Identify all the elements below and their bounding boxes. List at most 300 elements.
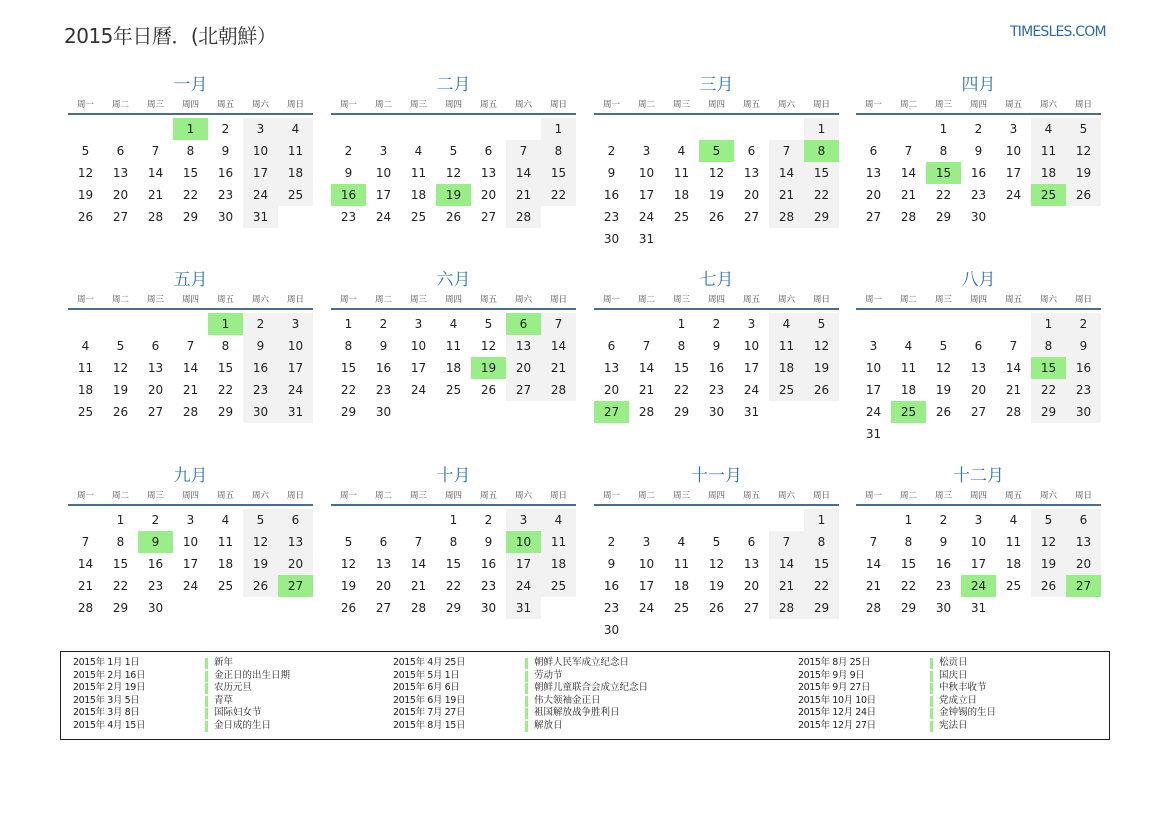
day-cell: 3 — [243, 118, 278, 140]
day-cell: 1 — [541, 118, 576, 140]
month-block — [594, 74, 839, 250]
day-cell: 26 — [340, 601, 357, 615]
day-cell: 20 — [1066, 553, 1101, 575]
week-row — [331, 531, 576, 553]
empty-day-cell — [926, 313, 961, 335]
day-cell: 12 — [708, 166, 725, 180]
legend-color-swatch — [525, 658, 528, 669]
day-cell: 11 — [541, 531, 576, 553]
weekday-label: 周四 — [444, 491, 462, 501]
empty-day-cell — [629, 118, 664, 140]
day-cell: 23 — [603, 210, 620, 224]
legend-label: 宪法日 — [939, 719, 968, 731]
empty-day-cell — [769, 401, 804, 423]
day-cell: 21 — [638, 383, 655, 397]
day-cell: 10 — [970, 535, 987, 549]
weekday-label: 周四 — [181, 295, 199, 305]
day-cell: 29 — [340, 405, 357, 419]
day-cell: 18 — [445, 361, 462, 375]
day-cell: 23 — [375, 383, 392, 397]
day-cell: 14 — [147, 166, 164, 180]
empty-day-cell — [629, 619, 664, 641]
legend-date: 2015年 12月 27日 — [798, 719, 876, 731]
weekday-label: 周一 — [864, 100, 882, 110]
day-cell: 22 — [340, 383, 357, 397]
day-cell: 10 — [375, 166, 392, 180]
header-divider — [594, 308, 839, 310]
legend-item — [381, 720, 648, 733]
day-cell: 3 — [974, 513, 983, 527]
legend-item — [61, 682, 290, 695]
day-cell: 16 — [217, 166, 234, 180]
legend-color-swatch — [930, 683, 933, 694]
weekday-label: 周日 — [286, 295, 304, 305]
legend-item — [61, 720, 290, 733]
day-cell: 9 — [1066, 335, 1101, 357]
legend-item — [61, 707, 290, 720]
day-cell: 21 — [1005, 383, 1022, 397]
day-cell: 25 — [769, 379, 804, 401]
day-cell: 31 — [243, 206, 278, 228]
day-cell: 29 — [804, 206, 839, 228]
month-block — [68, 465, 313, 619]
legend-color-swatch — [205, 671, 208, 682]
weekday-label: 周五 — [216, 295, 234, 305]
day-cell: 26 — [1031, 575, 1066, 597]
day-cell: 26 — [708, 601, 725, 615]
day-cell: 18 — [900, 383, 917, 397]
day-cell: 12 — [804, 335, 839, 357]
day-cell: 10 — [243, 140, 278, 162]
weekday-label: 周三 — [672, 100, 690, 110]
day-cell: 28 — [769, 206, 804, 228]
legend-item — [61, 695, 290, 708]
day-grid — [856, 509, 1101, 619]
month-name: 五月 — [173, 270, 208, 290]
empty-day-cell — [243, 597, 278, 619]
week-row — [594, 401, 839, 423]
legend-color-swatch — [205, 696, 208, 707]
day-cell: 3 — [642, 535, 651, 549]
empty-day-cell — [769, 509, 804, 531]
day-cell: 26 — [708, 210, 725, 224]
empty-day-cell — [856, 118, 891, 140]
day-cell: 9 — [607, 166, 616, 180]
weekday-label: 周二 — [111, 491, 129, 501]
day-cell: 10 — [410, 339, 427, 353]
day-cell: 12 — [708, 557, 725, 571]
day-grid — [594, 509, 839, 641]
day-cell: 2 — [607, 535, 616, 549]
day-cell: 15 — [340, 361, 357, 375]
day-cell: 16 — [603, 579, 620, 593]
empty-day-cell — [68, 313, 103, 335]
day-cell: 28 — [900, 210, 917, 224]
day-cell: 3 — [506, 509, 541, 531]
empty-day-cell — [996, 423, 1031, 445]
day-cell: 22 — [900, 579, 917, 593]
week-row — [856, 162, 1101, 184]
day-cell: 17 — [1005, 166, 1022, 180]
legend-label: 朝鲜儿童联合会成立纪念日 — [534, 682, 649, 693]
weekday-label: 周日 — [812, 491, 830, 501]
day-cell: 6 — [747, 144, 756, 158]
weekday-label: 周三 — [934, 100, 952, 110]
day-cell: 24 — [743, 383, 760, 397]
day-cell: 9 — [484, 535, 493, 549]
day-cell: 26 — [445, 210, 462, 224]
holiday-day-cell: 1 — [208, 313, 243, 335]
day-cell: 16 — [603, 188, 620, 202]
day-cell: 15 — [541, 162, 576, 184]
day-cell: 28 — [506, 206, 541, 228]
day-cell: 8 — [221, 339, 230, 353]
day-cell: 4 — [221, 513, 230, 527]
day-cell: 18 — [410, 188, 427, 202]
day-cell: 25 — [1005, 579, 1022, 593]
day-cell: 19 — [708, 579, 725, 593]
holiday-day-cell: 5 — [699, 140, 734, 162]
empty-day-cell — [68, 118, 103, 140]
day-cell: 20 — [506, 357, 541, 379]
legend-color-swatch — [930, 696, 933, 707]
holiday-day-cell: 15 — [1031, 357, 1066, 379]
day-grid — [331, 509, 576, 619]
week-row — [594, 228, 839, 250]
legend-label: 祖国解放战争胜利日 — [534, 707, 620, 718]
day-cell: 4 — [278, 118, 313, 140]
legend-label: 金正日的出生日期 — [214, 669, 291, 681]
day-cell: 29 — [673, 405, 690, 419]
weekday-label: 周六 — [514, 491, 532, 501]
day-cell: 11 — [1031, 140, 1066, 162]
day-cell: 18 — [673, 579, 690, 593]
week-row — [68, 553, 313, 575]
week-row — [68, 118, 313, 140]
legend-date: 2015年 3月 8日 — [73, 707, 140, 718]
weekday-label: 周五 — [742, 491, 760, 501]
empty-day-cell — [401, 509, 436, 531]
day-cell: 23 — [340, 210, 357, 224]
day-cell: 18 — [673, 188, 690, 202]
week-row — [331, 313, 576, 335]
site-link[interactable]: TIMESLES.COM — [1010, 24, 1106, 40]
day-cell: 13 — [865, 166, 882, 180]
day-cell: 12 — [112, 361, 129, 375]
legend-color-swatch — [525, 671, 528, 682]
weekday-label: 周二 — [374, 100, 392, 110]
day-cell: 8 — [344, 339, 353, 353]
weekday-label: 周六 — [777, 491, 795, 501]
legend-item — [61, 657, 290, 670]
day-cell: 9 — [974, 144, 983, 158]
weekday-label: 周日 — [1074, 491, 1092, 501]
weekday-label: 周五 — [1004, 100, 1022, 110]
legend-date: 2015年 12月 24日 — [798, 707, 876, 718]
day-cell: 23 — [480, 579, 497, 593]
empty-day-cell — [961, 423, 996, 445]
day-grid — [331, 118, 576, 228]
day-cell: 21 — [900, 188, 917, 202]
week-row — [68, 313, 313, 335]
day-cell: 5 — [1066, 118, 1101, 140]
header-divider — [68, 113, 313, 115]
day-cell: 25 — [673, 601, 690, 615]
weekday-label: 周五 — [1004, 295, 1022, 305]
empty-day-cell — [804, 228, 839, 250]
week-row — [68, 162, 313, 184]
day-cell: 26 — [480, 383, 497, 397]
legend-item — [381, 657, 648, 670]
weekday-label: 周日 — [1074, 100, 1092, 110]
day-cell: 11 — [217, 535, 234, 549]
holiday-day-cell: 25 — [891, 401, 926, 423]
day-cell: 7 — [904, 144, 913, 158]
week-row — [856, 379, 1101, 401]
week-row — [68, 140, 313, 162]
weekday-label: 周一 — [76, 491, 94, 501]
day-cell: 27 — [970, 405, 987, 419]
weekday-label: 周一 — [76, 100, 94, 110]
day-cell: 27 — [147, 405, 164, 419]
day-cell: 12 — [445, 166, 462, 180]
day-cell: 13 — [603, 361, 620, 375]
day-cell: 29 — [804, 597, 839, 619]
week-row — [856, 313, 1101, 335]
day-cell: 26 — [243, 575, 278, 597]
day-cell: 13 — [1066, 531, 1101, 553]
day-cell: 23 — [243, 379, 278, 401]
week-row — [331, 184, 576, 206]
day-cell: 25 — [410, 210, 427, 224]
empty-day-cell — [541, 401, 576, 423]
weekday-header — [594, 293, 839, 307]
empty-day-cell — [278, 597, 313, 619]
day-cell: 20 — [743, 188, 760, 202]
day-cell: 17 — [278, 357, 313, 379]
week-row — [594, 619, 839, 641]
day-cell: 27 — [743, 210, 760, 224]
day-cell: 17 — [243, 162, 278, 184]
day-cell: 31 — [743, 405, 760, 419]
weekday-label: 周一 — [339, 100, 357, 110]
empty-day-cell — [699, 118, 734, 140]
day-cell: 29 — [217, 405, 234, 419]
month-block — [68, 74, 313, 228]
day-cell: 31 — [638, 232, 655, 246]
empty-day-cell — [138, 313, 173, 335]
holiday-day-cell: 25 — [1031, 184, 1066, 206]
day-grid — [594, 313, 839, 423]
empty-day-cell — [278, 206, 313, 228]
day-cell: 16 — [375, 361, 392, 375]
day-cell: 6 — [379, 535, 388, 549]
day-cell: 10 — [743, 339, 760, 353]
day-cell: 2 — [939, 513, 948, 527]
empty-day-cell — [891, 423, 926, 445]
day-cell: 27 — [865, 210, 882, 224]
empty-day-cell — [996, 313, 1031, 335]
weekday-label: 周三 — [409, 295, 427, 305]
empty-day-cell — [208, 597, 243, 619]
weekday-header — [856, 293, 1101, 307]
month-name: 六月 — [436, 270, 471, 290]
day-cell: 8 — [541, 140, 576, 162]
legend-date: 2015年 6月 6日 — [393, 682, 460, 693]
day-cell: 15 — [217, 361, 234, 375]
legend-color-swatch — [205, 721, 208, 732]
empty-day-cell — [996, 206, 1031, 228]
day-cell: 30 — [970, 210, 987, 224]
day-cell: 12 — [340, 557, 357, 571]
day-cell: 20 — [743, 579, 760, 593]
day-cell: 24 — [1005, 188, 1022, 202]
empty-day-cell — [856, 509, 891, 531]
empty-day-cell — [1066, 423, 1101, 445]
week-row — [856, 509, 1101, 531]
day-cell: 24 — [243, 184, 278, 206]
legend-date: 2015年 1月 1日 — [73, 657, 140, 668]
week-row — [331, 335, 576, 357]
legend-date: 2015年 2月 16日 — [73, 669, 146, 681]
legend-label: 劳动节 — [534, 669, 563, 681]
month-name: 十一月 — [691, 466, 742, 486]
day-cell: 24 — [375, 210, 392, 224]
weekday-label: 周六 — [251, 491, 269, 501]
legend-date: 2015年 9月 27日 — [798, 682, 871, 693]
day-cell: 28 — [541, 379, 576, 401]
day-cell: 3 — [747, 317, 756, 331]
day-cell: 13 — [278, 531, 313, 553]
week-row — [856, 401, 1101, 423]
day-cell: 20 — [375, 579, 392, 593]
week-row — [856, 575, 1101, 597]
legend-label: 伟大领袖金正日 — [534, 694, 601, 706]
day-cell: 5 — [804, 313, 839, 335]
empty-day-cell — [138, 118, 173, 140]
legend-date: 2015年 7月 27日 — [393, 707, 466, 718]
day-cell: 6 — [151, 339, 160, 353]
day-cell: 7 — [414, 535, 423, 549]
day-cell: 27 — [375, 601, 392, 615]
empty-day-cell — [331, 118, 366, 140]
empty-day-cell — [769, 619, 804, 641]
day-cell: 17 — [638, 579, 655, 593]
week-row — [331, 162, 576, 184]
day-cell: 6 — [116, 144, 125, 158]
holiday-day-cell: 6 — [506, 313, 541, 335]
legend-date: 2015年 10月 10日 — [798, 694, 876, 706]
day-cell: 21 — [77, 579, 94, 593]
day-cell: 10 — [182, 535, 199, 549]
day-cell: 26 — [77, 210, 94, 224]
holiday-day-cell: 27 — [594, 401, 629, 423]
day-cell: 8 — [186, 144, 195, 158]
empty-day-cell — [629, 509, 664, 531]
week-row — [331, 597, 576, 619]
legend-date: 2015年 8月 15日 — [393, 719, 466, 731]
day-cell: 3 — [642, 144, 651, 158]
day-cell: 18 — [278, 162, 313, 184]
holiday-day-cell: 16 — [331, 184, 366, 206]
day-cell: 16 — [970, 166, 987, 180]
legend-label: 国际妇女节 — [214, 707, 262, 718]
day-cell: 29 — [445, 601, 462, 615]
weekday-label: 周四 — [969, 100, 987, 110]
day-cell: 16 — [480, 557, 497, 571]
day-cell: 12 — [77, 166, 94, 180]
day-cell: 14 — [900, 166, 917, 180]
legend-color-swatch — [930, 721, 933, 732]
week-row — [331, 140, 576, 162]
holiday-legend — [60, 651, 1110, 740]
legend-column — [61, 657, 290, 732]
day-cell: 23 — [147, 579, 164, 593]
weekday-label: 周四 — [444, 100, 462, 110]
day-cell: 30 — [375, 405, 392, 419]
weekday-label: 周一 — [864, 491, 882, 501]
month-name: 三月 — [699, 75, 734, 95]
empty-day-cell — [471, 118, 506, 140]
day-cell: 28 — [77, 601, 94, 615]
day-cell: 22 — [673, 383, 690, 397]
empty-day-cell — [173, 597, 208, 619]
legend-item — [61, 670, 290, 683]
day-cell: 11 — [410, 166, 427, 180]
day-cell: 6 — [747, 535, 756, 549]
holiday-day-cell: 27 — [278, 575, 313, 597]
day-cell: 18 — [769, 357, 804, 379]
legend-color-swatch — [525, 708, 528, 719]
day-cell: 19 — [935, 383, 952, 397]
day-cell: 1 — [449, 513, 458, 527]
day-grid — [68, 118, 313, 228]
week-row — [856, 597, 1101, 619]
legend-date: 2015年 3月 5日 — [73, 694, 140, 706]
day-cell: 2 — [151, 513, 160, 527]
day-cell: 10 — [638, 166, 655, 180]
weekday-label: 周四 — [181, 100, 199, 110]
day-cell: 11 — [673, 557, 690, 571]
day-cell: 3 — [869, 339, 878, 353]
legend-item — [381, 707, 648, 720]
day-cell: 4 — [769, 313, 804, 335]
day-cell: 1 — [939, 122, 948, 136]
day-cell: 9 — [607, 557, 616, 571]
day-cell: 12 — [935, 361, 952, 375]
day-cell: 1 — [904, 513, 913, 527]
day-cell: 8 — [116, 535, 125, 549]
week-row — [594, 118, 839, 140]
day-cell: 16 — [708, 361, 725, 375]
day-cell: 12 — [243, 531, 278, 553]
day-cell: 29 — [935, 210, 952, 224]
weekday-label: 周六 — [514, 295, 532, 305]
day-cell: 20 — [112, 188, 129, 202]
week-row — [331, 575, 576, 597]
legend-label: 朝鲜人民军成立纪念日 — [534, 657, 630, 668]
day-cell: 3 — [186, 513, 195, 527]
day-cell: 21 — [769, 575, 804, 597]
week-row — [68, 531, 313, 553]
weekday-label: 周日 — [549, 491, 567, 501]
weekday-label: 周五 — [479, 491, 497, 501]
legend-color-swatch — [930, 671, 933, 682]
day-cell: 5 — [484, 317, 493, 331]
weekday-label: 周五 — [742, 100, 760, 110]
legend-color-swatch — [930, 708, 933, 719]
day-cell: 18 — [1031, 162, 1066, 184]
